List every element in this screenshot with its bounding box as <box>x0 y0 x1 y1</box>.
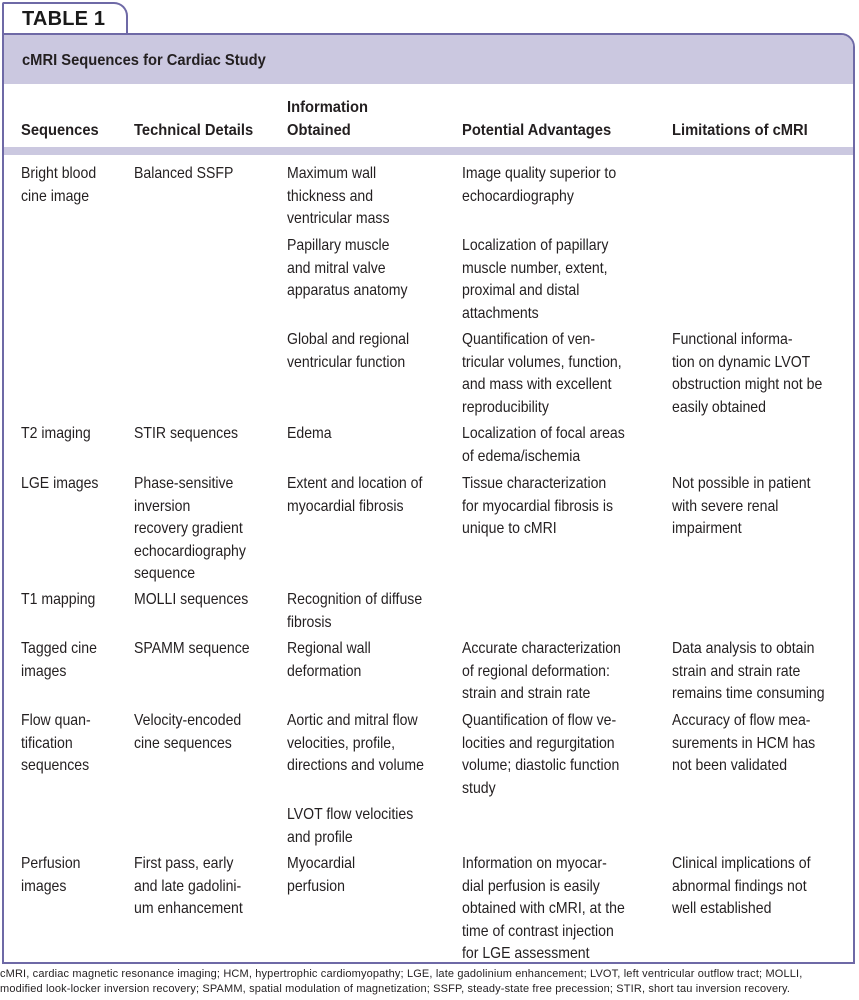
table-label-tab <box>2 2 128 33</box>
cell-information: Aortic and mitral flow velocities, profile, directions and volume <box>287 712 424 774</box>
cell-advantages: Tissue characterization for myocardial fibrosis is unique to cMRI <box>462 475 614 537</box>
cell-information: LVOT flow velocities and profile <box>287 806 414 846</box>
cell-sequence: Flow quan- tification sequences <box>21 712 91 774</box>
cell-information: Extent and location of myocardial fibrosis <box>287 475 423 515</box>
cell-information: Global and regional ventricular function <box>287 331 410 371</box>
header-technical-details: Technical Details <box>134 122 254 139</box>
cell-limitations: Not possible in patient with severe renal impairment <box>672 475 811 537</box>
cell-advantages: Quantification of flow ve- locities and regurgitation volume; diastolic function study <box>462 712 620 797</box>
cell-limitations: Clinical implications of abnormal findings not well established <box>672 855 811 917</box>
cell-information: Myocardial perfusion <box>287 855 356 895</box>
cell-information: Recognition of diffuse fibrosis <box>287 591 423 631</box>
cell-technical: STIR sequences <box>134 425 239 442</box>
cell-advantages: Quantification of ven- tricular volumes, function, and mass with excellent reproducibility <box>462 331 622 416</box>
table-title: cMRI Sequences for Cardiac Study <box>22 52 266 69</box>
cell-technical: MOLLI sequences <box>134 591 249 608</box>
cell-information: Edema <box>287 425 332 442</box>
cell-advantages: Localization of focal areas of edema/ischemia <box>462 425 625 465</box>
cell-advantages: Information on myocar- dial perfusion is easily obtained with cMRI, at the time of contrast injection for LGE assessment <box>462 855 625 962</box>
cell-sequence: Bright blood cine image <box>21 165 97 205</box>
header-divider <box>4 147 853 155</box>
cell-sequence: Tagged cine images <box>21 640 97 680</box>
cell-advantages: Localization of papillary muscle number, extent, proximal and distal attachments <box>462 237 609 322</box>
table-footnote: cMRI, cardiac magnetic resonance imaging; HCM, hypertrophic cardiomyopathy; LGE, late gadolinium enhancement; LVOT, left ventricular outflow tract; MOLLI, modified look-locker inversion recovery; SPAMM, spatial modulation of magnetization; SSFP, steady-state free precession; STIR, short tau inversion recovery. <box>0 968 803 995</box>
cell-technical: First pass, early and late gadolini- um enhancement <box>134 855 243 917</box>
cell-information: Maximum wall thickness and ventricular mass <box>287 165 390 227</box>
cell-technical: Balanced SSFP <box>134 165 234 182</box>
table-frame <box>2 33 855 964</box>
table-label: TABLE 1 <box>22 8 106 30</box>
cell-sequence: LGE images <box>21 475 99 492</box>
cell-advantages: Accurate characterization of regional deformation: strain and strain rate <box>462 640 621 702</box>
cell-information: Regional wall deformation <box>287 640 371 680</box>
cell-limitations: Functional informa- tion on dynamic LVOT obstruction might not be easily obtained <box>672 331 823 416</box>
header-limitations: Limitations of cMRI <box>672 122 808 139</box>
cell-advantages: Image quality superior to echocardiography <box>462 165 617 205</box>
header-sequences: Sequences <box>21 122 99 139</box>
cell-sequence: Perfusion images <box>21 855 81 895</box>
header-information-obtained: Information Obtained <box>287 99 368 139</box>
cell-technical: SPAMM sequence <box>134 640 250 657</box>
cell-limitations: Accuracy of flow mea- surements in HCM has not been validated <box>672 712 816 774</box>
cell-sequence: T1 mapping <box>21 591 96 608</box>
cell-information: Papillary muscle and mitral valve apparatus anatomy <box>287 237 408 299</box>
cell-technical: Phase-sensitive inversion recovery gradient echocardiography sequence <box>134 475 246 582</box>
header-potential-advantages: Potential Advantages <box>462 122 612 139</box>
cell-limitations: Data analysis to obtain strain and strain rate remains time consuming <box>672 640 825 702</box>
title-band <box>4 35 853 84</box>
cell-sequence: T2 imaging <box>21 425 91 442</box>
cell-technical: Velocity-encoded cine sequences <box>134 712 242 752</box>
